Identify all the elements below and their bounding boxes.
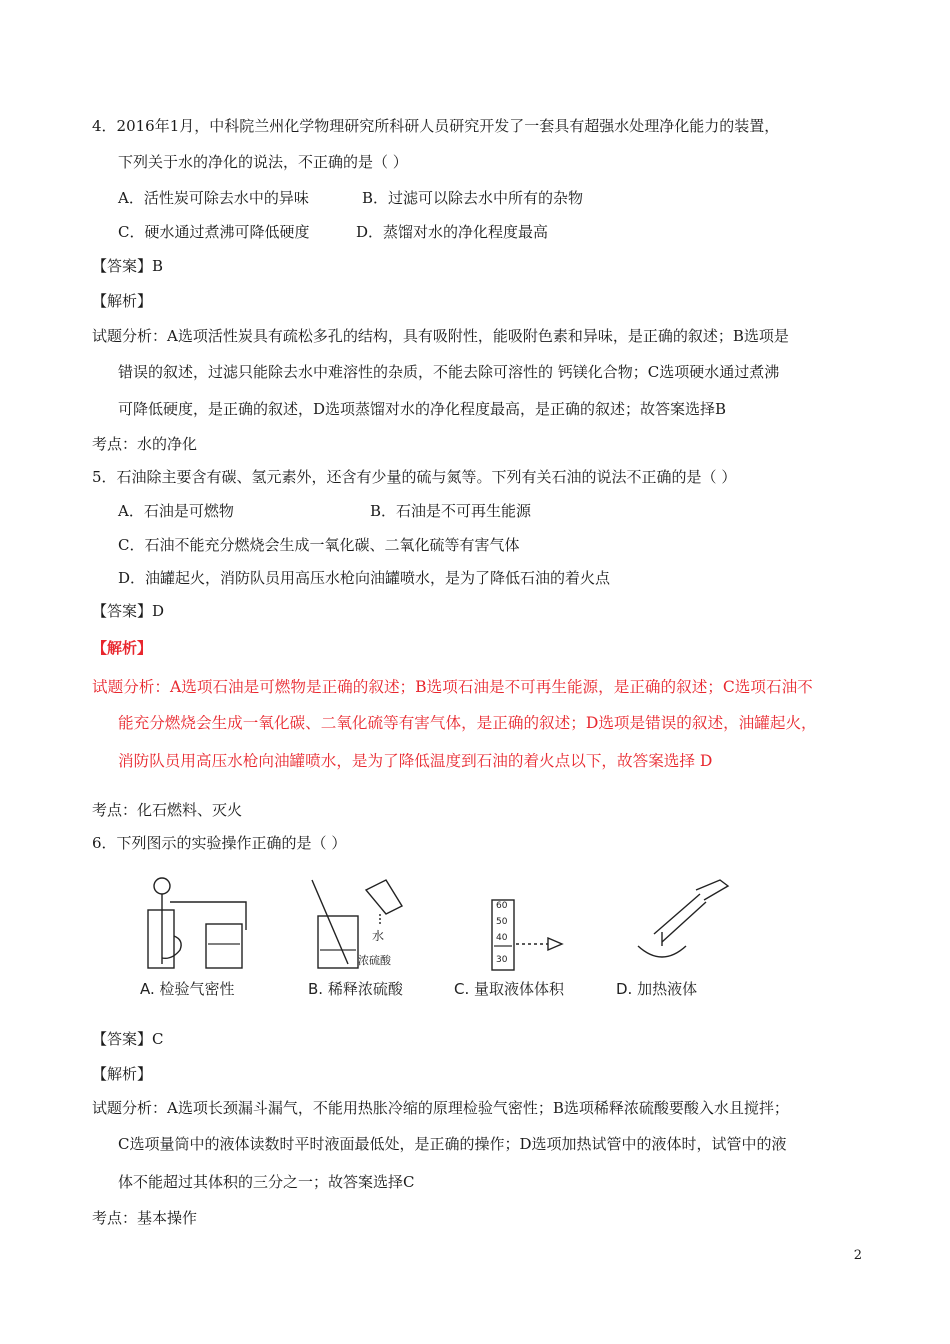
q4-analysis-label: 【解析】 <box>92 292 153 310</box>
figure-a-airtightness <box>148 878 246 968</box>
flask-icon <box>148 910 174 968</box>
q5-analysis-line1: 试题分析：A选项石油是可燃物是正确的叙述；B选项石油是不可再生能源，是正确的叙述；C选项石油不 <box>92 678 813 696</box>
hand-icon <box>162 936 181 958</box>
q6-analysis-line3: 体不能超过其体积的三分之一；故答案选择C <box>118 1173 415 1191</box>
q5-stem: 5．石油除主要含有碳、氢元素外，还含有少量的硫与氮等。下列有关石油的说法不正确的是（ ） <box>92 468 737 486</box>
q5-option-b: B．石油是不可再生能源 <box>370 502 532 520</box>
q4-option-a: A．活性炭可除去水中的异味 <box>118 189 309 207</box>
q4-stem-line2: 下列关于水的净化的说法，不正确的是（ ） <box>118 153 408 171</box>
figure-caption-c: C. 量取液体体积 <box>454 980 565 998</box>
figure-caption-a: A. 检验气密性 <box>140 980 235 998</box>
q6-analysis-line2: C选项量筒中的液体读数时平时液面最低处，是正确的操作；D选项加热试管中的液体时，试管中的液 <box>118 1135 787 1153</box>
q5-option-d: D．油罐起火，消防队员用高压水枪向油罐喷水，是为了降低石油的着火点 <box>118 569 611 587</box>
tube-holder-icon <box>696 880 728 900</box>
q4-analysis-line3: 可降低硬度，是正确的叙述，D选项蒸馏对水的净化程度最高，是正确的叙述；故答案选择B <box>118 400 727 418</box>
pouring-cup-icon <box>366 880 402 914</box>
q6-analysis-line1: 试题分析：A选项长颈漏斗漏气，不能用热胀冷缩的原理检验气密性；B选项稀释浓硫酸要酸入水且搅拌； <box>92 1099 789 1117</box>
q5-option-c: C．石油不能充分燃烧会生成一氧化碳、二氧化硫等有害气体 <box>118 536 520 554</box>
q4-stem-line1: 4．2016年1月，中科院兰州化学物理研究所科研人员研究开发了一套具有超强水处理净化能力的装置， <box>92 117 780 135</box>
funnel-bulb-icon <box>154 878 170 894</box>
tick-50: 50 <box>496 917 508 927</box>
q5-answer: 【答案】D <box>92 602 165 620</box>
experiment-figure <box>134 872 754 1004</box>
figure-caption-d: D. 加热液体 <box>616 980 698 998</box>
q6-answer: 【答案】C <box>92 1030 164 1048</box>
figure-d-heat-liquid <box>638 880 728 957</box>
q5-analysis-line2: 能充分燃烧会生成一氧化碳、二氧化硫等有害气体，是正确的叙述；D选项是错误的叙述，油罐起火， <box>118 714 817 732</box>
label-water: 水 <box>372 929 385 943</box>
figure-caption-b: B. 稀释浓硫酸 <box>308 980 403 998</box>
q4-kaodian: 考点：水的净化 <box>92 435 198 453</box>
q5-analysis-line3: 消防队员用高压水枪向油罐喷水，是为了降低温度到石油的着火点以下，故答案选择 D <box>118 752 713 770</box>
label-acid: 浓硫酸 <box>358 954 391 967</box>
q4-answer: 【答案】B <box>92 257 164 275</box>
q5-kaodian: 考点：化石燃料、灭火 <box>92 801 243 819</box>
tick-40: 40 <box>496 933 508 943</box>
alcohol-lamp-icon <box>638 946 686 957</box>
tick-30: 30 <box>496 955 508 965</box>
q5-option-a: A．石油是可燃物 <box>118 502 234 520</box>
q4-option-c: C．硬水通过煮沸可降低硬度 <box>118 223 310 241</box>
page-number: 2 <box>853 1248 862 1263</box>
q4-analysis-line1: 试题分析：A选项活性炭具有疏松多孔的结构，具有吸附性，能吸附色素和异味，是正确的叙述；B选项是 <box>92 327 789 345</box>
q6-stem: 6．下列图示的实验操作正确的是（ ） <box>92 834 347 852</box>
q6-analysis-label: 【解析】 <box>92 1065 153 1083</box>
tick-60: 60 <box>496 901 508 911</box>
q6-kaodian: 考点：基本操作 <box>92 1209 198 1227</box>
q4-analysis-line2: 错误的叙述，过滤只能除去水中难溶性的杂质，不能去除可溶性的 钙镁化合物；C选项硬水通过煮沸 <box>118 363 780 381</box>
q4-option-b: B．过滤可以除去水中所有的杂物 <box>362 189 584 207</box>
q5-analysis-label: 【解析】 <box>92 639 153 657</box>
beaker-icon <box>206 924 242 968</box>
q4-option-d: D．蒸馏对水的净化程度最高 <box>356 223 549 241</box>
eye-icon <box>548 938 562 950</box>
